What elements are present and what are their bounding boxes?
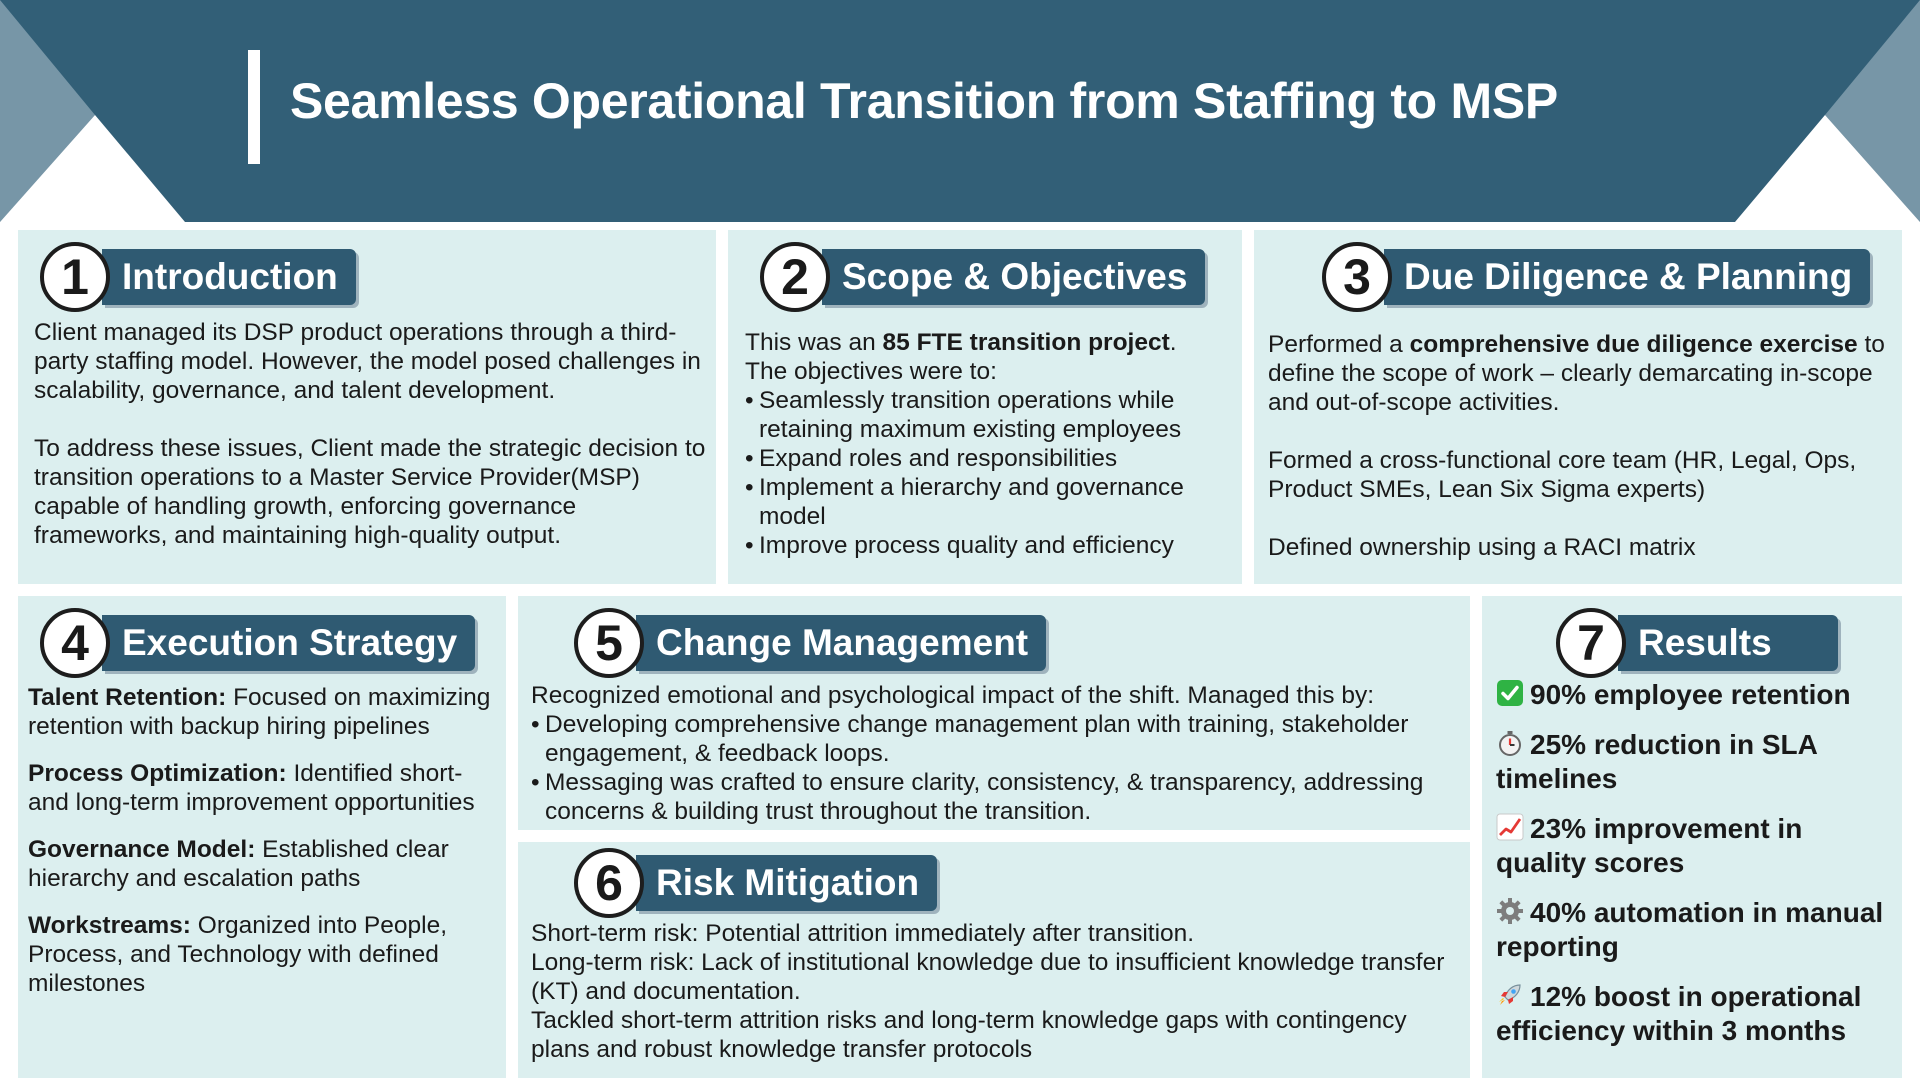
section-header-due-diligence	[1322, 242, 1870, 312]
title-accent-bar	[248, 50, 260, 164]
section-header-scope	[760, 242, 1205, 312]
risk-mitigation-body	[531, 919, 1461, 1064]
section-header-results	[1556, 608, 1838, 678]
result-item: 90% employee retention	[1496, 678, 1896, 712]
risk-line: Long-term risk: Lack of institutional knowledge due to insufficient knowledge transfer (KT) and documentation.	[531, 949, 1445, 1005]
check-icon	[1496, 679, 1524, 707]
scope-lead: This was an 85 FTE transition project.	[745, 329, 1177, 356]
section-number: 1	[40, 242, 110, 312]
execution-body	[28, 683, 500, 998]
result-item: 25% reduction in SLA timelines	[1496, 729, 1817, 794]
section-number: 2	[760, 242, 830, 312]
gear-icon	[1496, 897, 1524, 925]
diligence-paragraph-1: Performed a comprehensive due diligence exercise to define the scope of work – clearly demarcating in-scope and out-of-scope activities.	[1268, 331, 1885, 416]
result-item: 40% automation in manual reporting	[1496, 897, 1884, 962]
introduction-body	[34, 318, 706, 550]
section-title: Results	[1618, 615, 1838, 671]
intro-paragraph-1: Client managed its DSP product operations through a third-party staffing model. However, the model posed challenges in scalability, governance, and talent development.	[34, 319, 701, 404]
execution-item: Workstreams: Organized into People, Process, and Technology with defined milestones	[28, 912, 448, 997]
section-title: Due Diligence & Planning	[1384, 249, 1870, 305]
risk-line: Tackled short-term attrition risks and long-term knowledge gaps with contingency plans and robust knowledge transfer protocols	[531, 1007, 1407, 1063]
list-item: • Seamlessly transition operations while retaining maximum existing employees	[745, 386, 1233, 444]
results-body	[1496, 678, 1896, 1064]
scope-body	[745, 328, 1233, 560]
section-number: 4	[40, 608, 110, 678]
page-title: Seamless Operational Transition from Staffing to MSP	[290, 73, 1558, 129]
result-item: 23% improvement in quality scores	[1496, 813, 1803, 878]
section-header-risk-mitigation	[574, 848, 937, 918]
list-item: • Implement a hierarchy and governance model	[745, 473, 1233, 531]
list-item: • Messaging was crafted to ensure clarity, consistency, & transparency, addressing concerns & building trust throughout the transition.	[531, 768, 1461, 826]
due-diligence-body	[1268, 330, 1898, 562]
execution-item: Process Optimization: Identified short- and long-term improvement opportunities	[28, 760, 475, 816]
diligence-paragraph-3: Defined ownership using a RACI matrix	[1268, 534, 1696, 561]
section-number: 5	[574, 608, 644, 678]
diligence-paragraph-2: Formed a cross-functional core team (HR, Legal, Ops, Product SMEs, Lean Six Sigma experts)	[1268, 447, 1857, 503]
execution-item: Talent Retention: Focused on maximizing retention with backup hiring pipelines	[28, 684, 491, 740]
change-list	[531, 710, 1461, 826]
section-title: Change Management	[636, 615, 1046, 671]
section-header-introduction	[40, 242, 356, 312]
rocket-icon	[1496, 981, 1524, 1009]
risk-line: Short-term risk: Potential attrition immediately after transition.	[531, 920, 1195, 947]
list-item: • Expand roles and responsibilities	[745, 444, 1233, 473]
section-number: 6	[574, 848, 644, 918]
stopwatch-icon	[1496, 729, 1524, 757]
header-banner	[0, 0, 1920, 222]
section-header-change-management	[574, 608, 1046, 678]
result-item: 12% boost in operational efficiency within 3 months	[1496, 981, 1862, 1046]
change-lead: Recognized emotional and psychological impact of the shift. Managed this by:	[531, 682, 1375, 709]
chart-up-icon	[1496, 813, 1524, 841]
execution-item: Governance Model: Established clear hierarchy and escalation paths	[28, 836, 449, 892]
change-management-body	[531, 681, 1461, 826]
list-item: • Improve process quality and efficiency	[745, 531, 1233, 560]
section-title: Introduction	[102, 249, 356, 305]
intro-paragraph-2: To address these issues, Client made the strategic decision to transition operations to a Master Service Provider(MSP) capable of handling growth, enforcing governance frameworks, and maintaining high-quality output.	[34, 435, 706, 549]
section-title: Scope & Objectives	[822, 249, 1205, 305]
scope-lead-2: The objectives were to:	[745, 358, 997, 385]
section-number: 3	[1322, 242, 1392, 312]
section-header-execution	[40, 608, 475, 678]
section-title: Risk Mitigation	[636, 855, 937, 911]
section-number: 7	[1556, 608, 1626, 678]
section-title: Execution Strategy	[102, 615, 475, 671]
list-item: • Developing comprehensive change management plan with training, stakeholder engagement, & feedback loops.	[531, 710, 1461, 768]
objectives-list	[745, 386, 1233, 560]
